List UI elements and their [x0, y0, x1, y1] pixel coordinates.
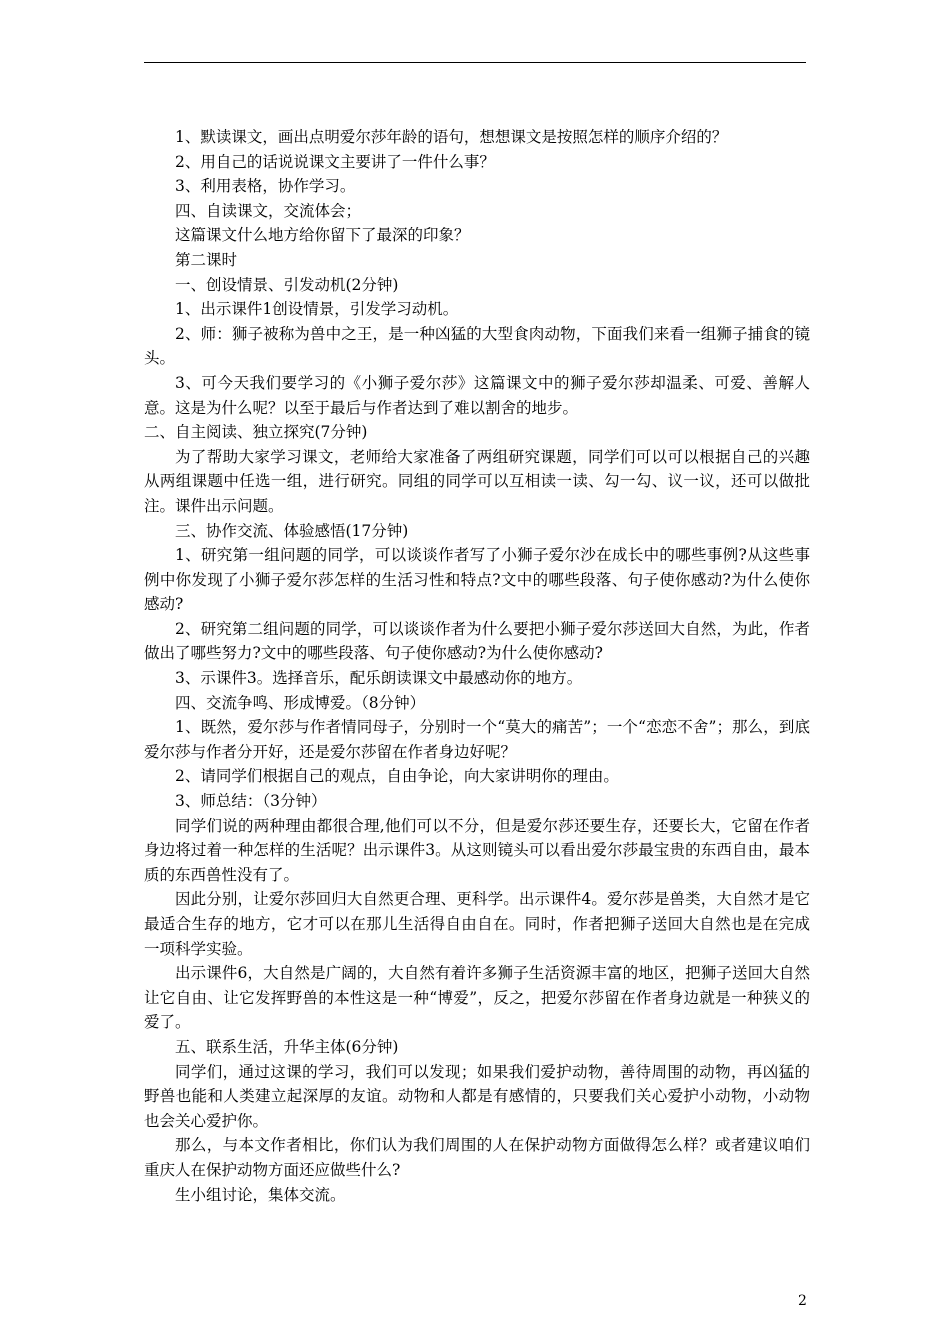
page-number: 2	[798, 1293, 807, 1309]
paragraph: 2、请同学们根据自己的观点，自由争论，向大家讲明你的理由。	[175, 767, 619, 786]
paragraph: 生小组讨论，集体交流。	[175, 1185, 346, 1204]
paragraph: 2、用自己的话说说课文主要讲了一件什么事？	[175, 152, 495, 171]
paragraph: 同学们，通过这课的学习，我们可以发现；如果我们爱护动物，善待周围的动物，再凶猛的野兽也能和人类建立起深厚的友谊。动物和人都是有感情的，只要我们关心爱护小动物，小动物也会关心爱护你。	[144, 1062, 810, 1130]
header-rule	[144, 62, 806, 63]
paragraph: 3、可今天我们要学习的《小狮子爱尔莎》这篇课文中的狮子爱尔莎却温柔、可爱、善解人意。这是为什么呢？以至于最后与作者达到了难以割舍的地步。	[144, 373, 810, 417]
paragraph: 同学们说的两种理由都很合理,他们可以不分，但是爱尔莎还要生存，还要长大，它留在作者身边将过着一种怎样的生活呢？出示课件3。从这则镜头可以看出爱尔莎最宝贵的东西自由，最本质的东西兽性没有了。	[144, 816, 810, 884]
document-body	[144, 125, 810, 1207]
paragraph: 五、联系生活，升华主体(6分钟)	[175, 1037, 399, 1056]
paragraph: 3、师总结：（3分钟）	[175, 792, 327, 811]
paragraph: 第二课时	[175, 250, 238, 269]
paragraph: 这篇课文什么地方给你留下了最深的印象？	[175, 226, 470, 245]
paragraph: 那么，与本文作者相比，你们认为我们周围的人在保护动物方面做得怎么样？或者建议咱们重庆人在保护动物方面还应做些什么?	[144, 1136, 810, 1179]
paragraph: 因此分别，让爱尔莎回归大自然更合理、更科学。出示课件4。爱尔莎是兽类，大自然才是它最适合生存的地方，它才可以在那儿生活得自由自在。同时，作者把狮子送回大自然也是在完成一项科学实验。	[144, 890, 810, 958]
paragraph: 1、默读课文，画出点明爱尔莎年龄的语句，想想课文是按照怎样的顺序介绍的？	[175, 128, 728, 146]
paragraph: 四、自读课文，交流体会；	[175, 201, 362, 220]
paragraph: 1、出示课件1创设情景，引发学习动机。	[175, 300, 459, 319]
paragraph: 2、师：狮子被称为兽中之王，是一种凶猛的大型食肉动物，下面我们来看一组狮子捕食的镜头。	[144, 324, 810, 368]
paragraph: 一、创设情景、引发动机(2分钟)	[175, 275, 399, 294]
paragraph: 四、交流争鸣、形成博爱。（8分钟）	[175, 693, 426, 712]
paragraph: 3、利用表格，协作学习。	[175, 177, 356, 196]
paragraph: 2、研究第二组问题的同学，可以谈谈作者为什么要把小狮子爱尔莎送回大自然，为此，作者做出了哪些努力?文中的哪些段落、句子使你感动?为什么使你感动?	[144, 619, 810, 663]
paragraph: 为了帮助大家学习课文，老师给大家准备了两组研究课题，同学们可以可以根据自己的兴趣从两组课题中任选一组，进行研究。同组的同学可以互相读一读、勾一勾、议一议，还可以做批注。课件出示问题。	[144, 447, 810, 515]
paragraph: 3、示课件3。选择音乐，配乐朗读课文中最感动你的地方。	[175, 669, 583, 688]
paragraph: 三、协作交流、体验感悟(17分钟)	[175, 521, 409, 540]
paragraph: 1、研究第一组问题的同学，可以谈谈作者写了小狮子爱尔沙在成长中的哪些事例?从这些事例中你发现了小狮子爱尔莎怎样的生活习性和特点?文中的哪些段落、句子使你感动?为什么使你感动?	[144, 546, 810, 614]
paragraph: 出示课件6，大自然是广阔的，大自然有着许多狮子生活资源丰富的地区，把狮子送回大自然让它自由、让它发挥野兽的本性这是一种“博爱”，反之，把爱尔莎留在作者身边就是一种狭义的爱了。	[144, 964, 810, 1032]
paragraph: 1、既然，爱尔莎与作者情同母子，分别时一个“莫大的痛苦”；一个“恋恋不舍”；那么，到底爱尔莎与作者分开好，还是爱尔莎留在作者身边好呢？	[144, 718, 810, 761]
paragraph: 二、自主阅读、独立探究(7分钟)	[144, 423, 368, 442]
